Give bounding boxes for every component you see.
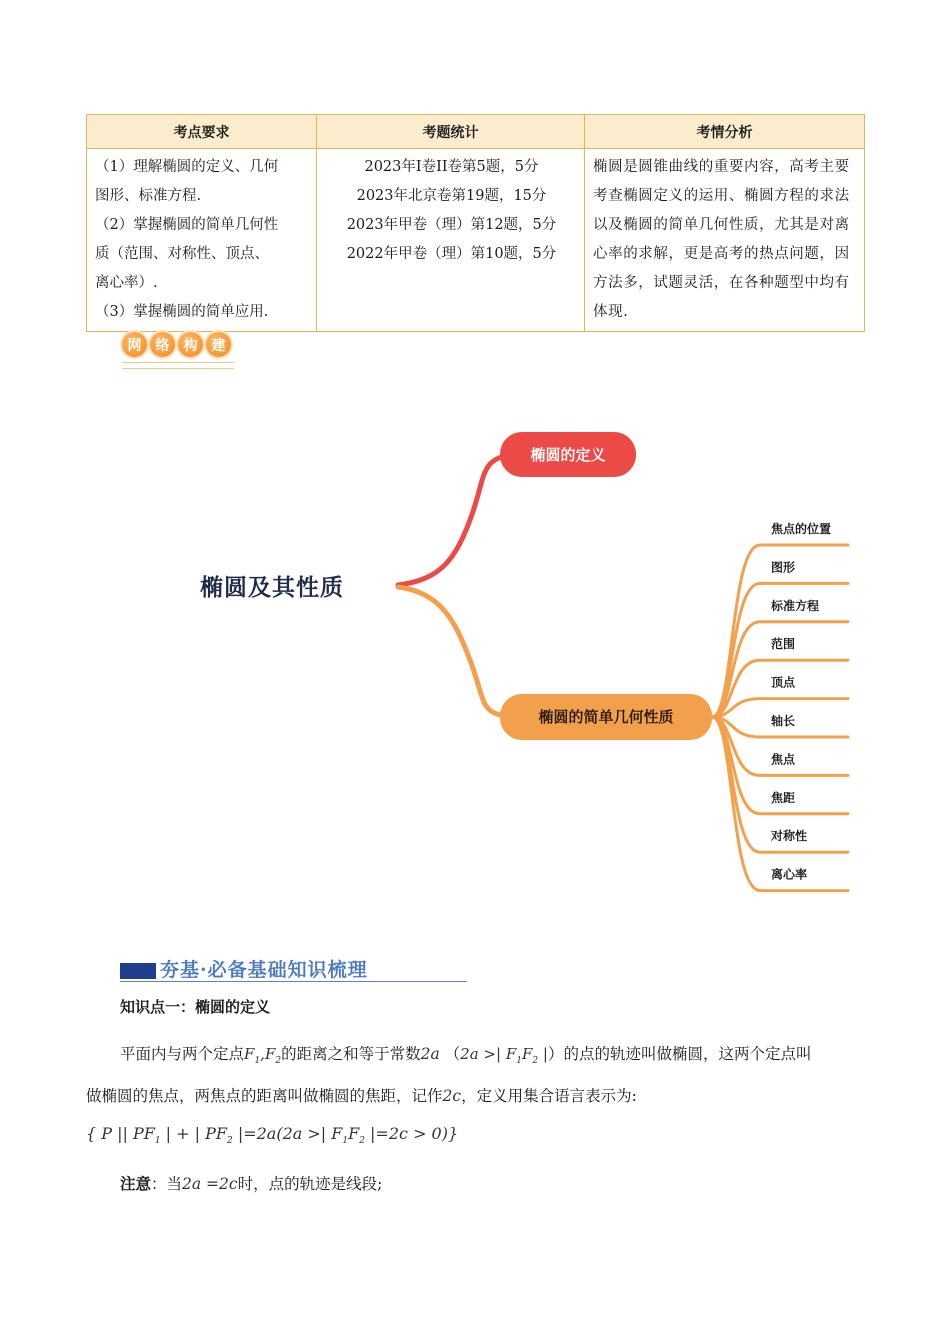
note-text: ：当 xyxy=(151,1175,183,1193)
note-text: 时，点的轨迹是线段; xyxy=(237,1175,383,1193)
header-analysis: 考情分析 xyxy=(585,115,865,149)
branch-connector-red xyxy=(398,456,505,585)
definition-paragraph-line1 xyxy=(120,1042,811,1066)
requirement-line: （3）掌握椭圆的简单应用. xyxy=(95,304,269,320)
knowledge-point-title: 知识点一：椭圆的定义 xyxy=(120,998,271,1016)
property-leaf-label: 焦点 xyxy=(771,752,796,767)
formula-2a: 2a xyxy=(420,1045,440,1063)
header-stats: 考题统计 xyxy=(317,115,585,149)
badge-underline xyxy=(122,362,234,369)
stat-line: 2023年甲卷（理）第12题，5分 xyxy=(346,217,557,233)
property-leaf-label: 焦距 xyxy=(771,790,796,805)
note-label: 注意 xyxy=(120,1175,152,1193)
requirement-line: （2）掌握椭圆的简单几何性 xyxy=(95,217,279,233)
property-leaf-label: 对称性 xyxy=(771,829,808,844)
property-leaves xyxy=(712,521,848,891)
requirement-line: （1）理解椭圆的定义、几何 xyxy=(95,159,279,175)
para-text: 做椭圆的焦点，两焦点的距离叫做椭圆的焦距，记作 xyxy=(86,1087,443,1105)
badge-char: 络 xyxy=(150,332,175,357)
section-bar xyxy=(120,963,156,979)
formula-2a-gt-f1f2: 2a >| $F_1F_2$ | xyxy=(460,1045,548,1066)
definition-paragraph-line2 xyxy=(86,1084,637,1106)
property-leaf-label: 范围 xyxy=(771,637,796,652)
requirement-line: 质（范围、对称性、顶点、 xyxy=(95,246,269,262)
formula-2a-eq-2c: 2a =2c xyxy=(182,1175,238,1193)
property-leaf-label: 标准方程 xyxy=(771,598,820,613)
properties-label: 椭圆的简单几何性质 xyxy=(538,708,674,726)
badge-char: 网 xyxy=(122,332,147,357)
para-text: ）的点的轨迹叫做椭圆，这两个定点叫 xyxy=(547,1045,812,1063)
table-row xyxy=(87,149,865,332)
para-text: 平面内与两个定点 xyxy=(120,1045,245,1063)
requirement-line: 图形、标准方程. xyxy=(95,188,202,204)
property-leaf-label: 焦点的位置 xyxy=(771,522,832,536)
branch-connector-orange xyxy=(398,587,505,716)
table-header-row xyxy=(87,115,865,149)
formula-2c: 2c xyxy=(442,1087,462,1105)
section-divider xyxy=(120,981,467,982)
header-requirements: 考点要求 xyxy=(87,115,317,149)
stat-line: 2022年甲卷（理）第10题，5分 xyxy=(346,246,557,262)
para-text: ，定义用集合语言表示为: xyxy=(461,1087,637,1105)
property-leaf-label: 离心率 xyxy=(771,867,808,882)
network-badge xyxy=(122,332,231,357)
mindmap-root: 椭圆及其性质 xyxy=(200,575,344,601)
definition-label: 椭圆的定义 xyxy=(530,446,606,464)
set-formula: { P || $PF_1$ | + | $PF_2$ |=2a(2a >| $F_1F_2$ |=2c > 0)} xyxy=(86,1124,459,1147)
badge-char: 构 xyxy=(178,332,203,357)
property-leaf-label: 轴长 xyxy=(771,714,796,728)
section-title: 夯基·必备基础知识梳理 xyxy=(160,959,368,981)
property-leaf-label: 图形 xyxy=(771,560,796,575)
requirements-cell xyxy=(87,149,317,332)
stat-line: 2023年I卷II卷第5题，5分 xyxy=(364,159,539,175)
mind-map xyxy=(0,400,950,920)
property-leaf-label: 顶点 xyxy=(771,675,796,690)
stat-line: 2023年北京卷第19题，15分 xyxy=(356,188,547,204)
para-text: （ xyxy=(444,1045,461,1063)
requirement-line: 离心率）. xyxy=(95,275,158,291)
formula-f1f2: $F_1,F_2$ xyxy=(244,1045,282,1066)
note-line xyxy=(120,1172,382,1194)
analysis-cell: 椭圆是圆锥曲线的重要内容，高考主要考查椭圆定义的运用、椭圆方程的求法以及椭圆的简单几何性质，尤其是对离心率的求解，更是高考的热点问题，因方法多，试题灵活，在各种题型中均有体现. xyxy=(585,149,865,332)
badge-char: 建 xyxy=(206,332,231,357)
exam-table xyxy=(86,114,865,332)
stats-cell xyxy=(317,149,585,332)
para-text: 的距离之和等于常数 xyxy=(281,1045,421,1063)
